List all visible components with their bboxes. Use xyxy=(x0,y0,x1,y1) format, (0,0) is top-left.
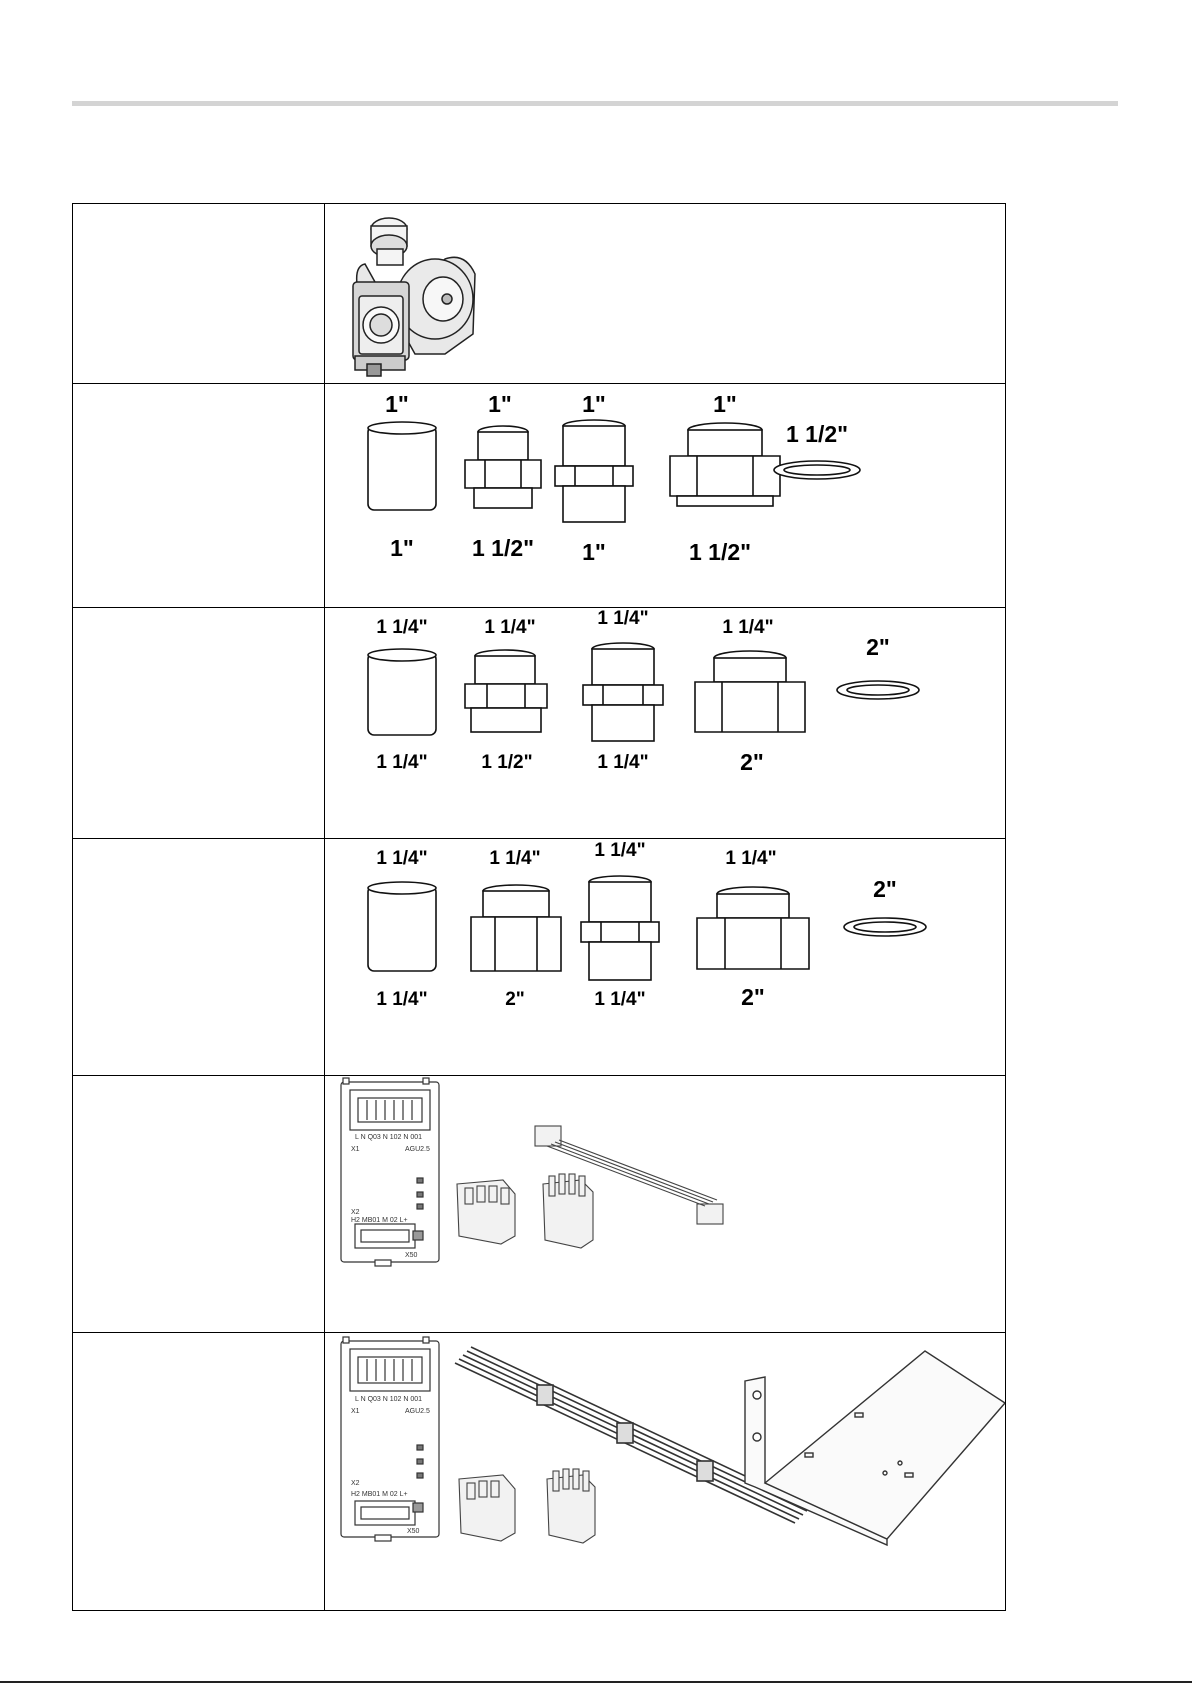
module-bracket-picture xyxy=(325,1333,1006,1611)
top-size-label: 2" xyxy=(873,876,897,902)
bottom-size-label: 1 1/2" xyxy=(471,535,535,561)
fittings-picture xyxy=(325,384,1006,608)
fittings-picture xyxy=(325,839,1006,1076)
top-size-label: 1 1/4" xyxy=(725,848,777,869)
terminal-labels: H2 MB01 M 02 L+ xyxy=(351,1491,408,1498)
fittings-1-1-4in-image xyxy=(325,608,1005,837)
x2-label: X2 xyxy=(351,1480,360,1487)
table-row xyxy=(73,608,1006,839)
bottom-size-label: 1 1/4" xyxy=(376,752,428,773)
bottom-size-label: 1" xyxy=(390,535,414,561)
header-rule xyxy=(72,101,1118,106)
agu-module-kit-image xyxy=(325,1076,1005,1331)
row-label xyxy=(73,839,325,1076)
module-picture xyxy=(325,1076,1006,1333)
terminal-labels: L N Q03 N 102 N 001 xyxy=(355,1134,423,1141)
table-row xyxy=(73,839,1006,1076)
row-label xyxy=(73,204,325,384)
row-label xyxy=(73,608,325,839)
top-size-label: 2" xyxy=(866,634,890,660)
fittings-1-1-4in-2in-image xyxy=(325,839,1005,1074)
row-label xyxy=(73,384,325,608)
bottom-size-label: 2" xyxy=(741,984,765,1010)
bottom-size-label: 1 1/2" xyxy=(688,539,752,565)
bottom-size-label: 1 1/4" xyxy=(376,989,428,1010)
circulation-pump-image xyxy=(325,204,1005,382)
bottom-size-label: 1" xyxy=(582,539,606,565)
x50-label: X50 xyxy=(407,1528,420,1535)
x1-label: X1 xyxy=(351,1408,360,1415)
top-size-label: 1 1/4" xyxy=(722,617,774,638)
footer-rule xyxy=(0,1681,1192,1683)
top-size-label: 1 1/4" xyxy=(489,848,541,869)
top-size-label: 1 1/4" xyxy=(376,848,428,869)
fittings-1in-image xyxy=(325,384,1005,606)
bottom-size-label: 1 1/4" xyxy=(594,989,646,1010)
bottom-size-label: 2" xyxy=(505,989,525,1010)
top-size-label: 1" xyxy=(582,391,606,417)
top-size-label: 1" xyxy=(713,391,737,417)
agu-module-bracket-kit-image xyxy=(325,1333,1005,1609)
table-row xyxy=(73,1076,1006,1333)
top-size-label: 1" xyxy=(488,391,512,417)
row-label xyxy=(73,1333,325,1611)
top-size-label: 1 1/4" xyxy=(376,617,428,638)
top-size-label: 1 1/2" xyxy=(785,421,849,447)
accessory-table xyxy=(72,203,1006,1611)
row-label xyxy=(73,1076,325,1333)
top-size-label: 1 1/4" xyxy=(484,617,536,638)
table-row xyxy=(73,384,1006,608)
top-size-label: 1" xyxy=(385,391,409,417)
terminal-labels: H2 MB01 M 02 L+ xyxy=(351,1217,408,1224)
x50-label: X50 xyxy=(405,1252,418,1259)
table-row xyxy=(73,204,1006,384)
top-size-label: 1 1/4" xyxy=(594,840,646,861)
board-model-label: AGU2.5 xyxy=(405,1408,430,1415)
terminal-labels: L N Q03 N 102 N 001 xyxy=(355,1396,423,1403)
bottom-size-label: 1 1/2" xyxy=(481,752,533,773)
top-size-label: 1 1/4" xyxy=(597,608,649,629)
board-model-label: AGU2.5 xyxy=(405,1146,430,1153)
x2-label: X2 xyxy=(351,1209,360,1216)
table-row xyxy=(73,1333,1006,1611)
x1-label: X1 xyxy=(351,1146,360,1153)
bottom-size-label: 2" xyxy=(740,749,764,775)
fittings-picture xyxy=(325,608,1006,839)
pump-picture xyxy=(325,204,1006,384)
bottom-size-label: 1 1/4" xyxy=(597,752,649,773)
